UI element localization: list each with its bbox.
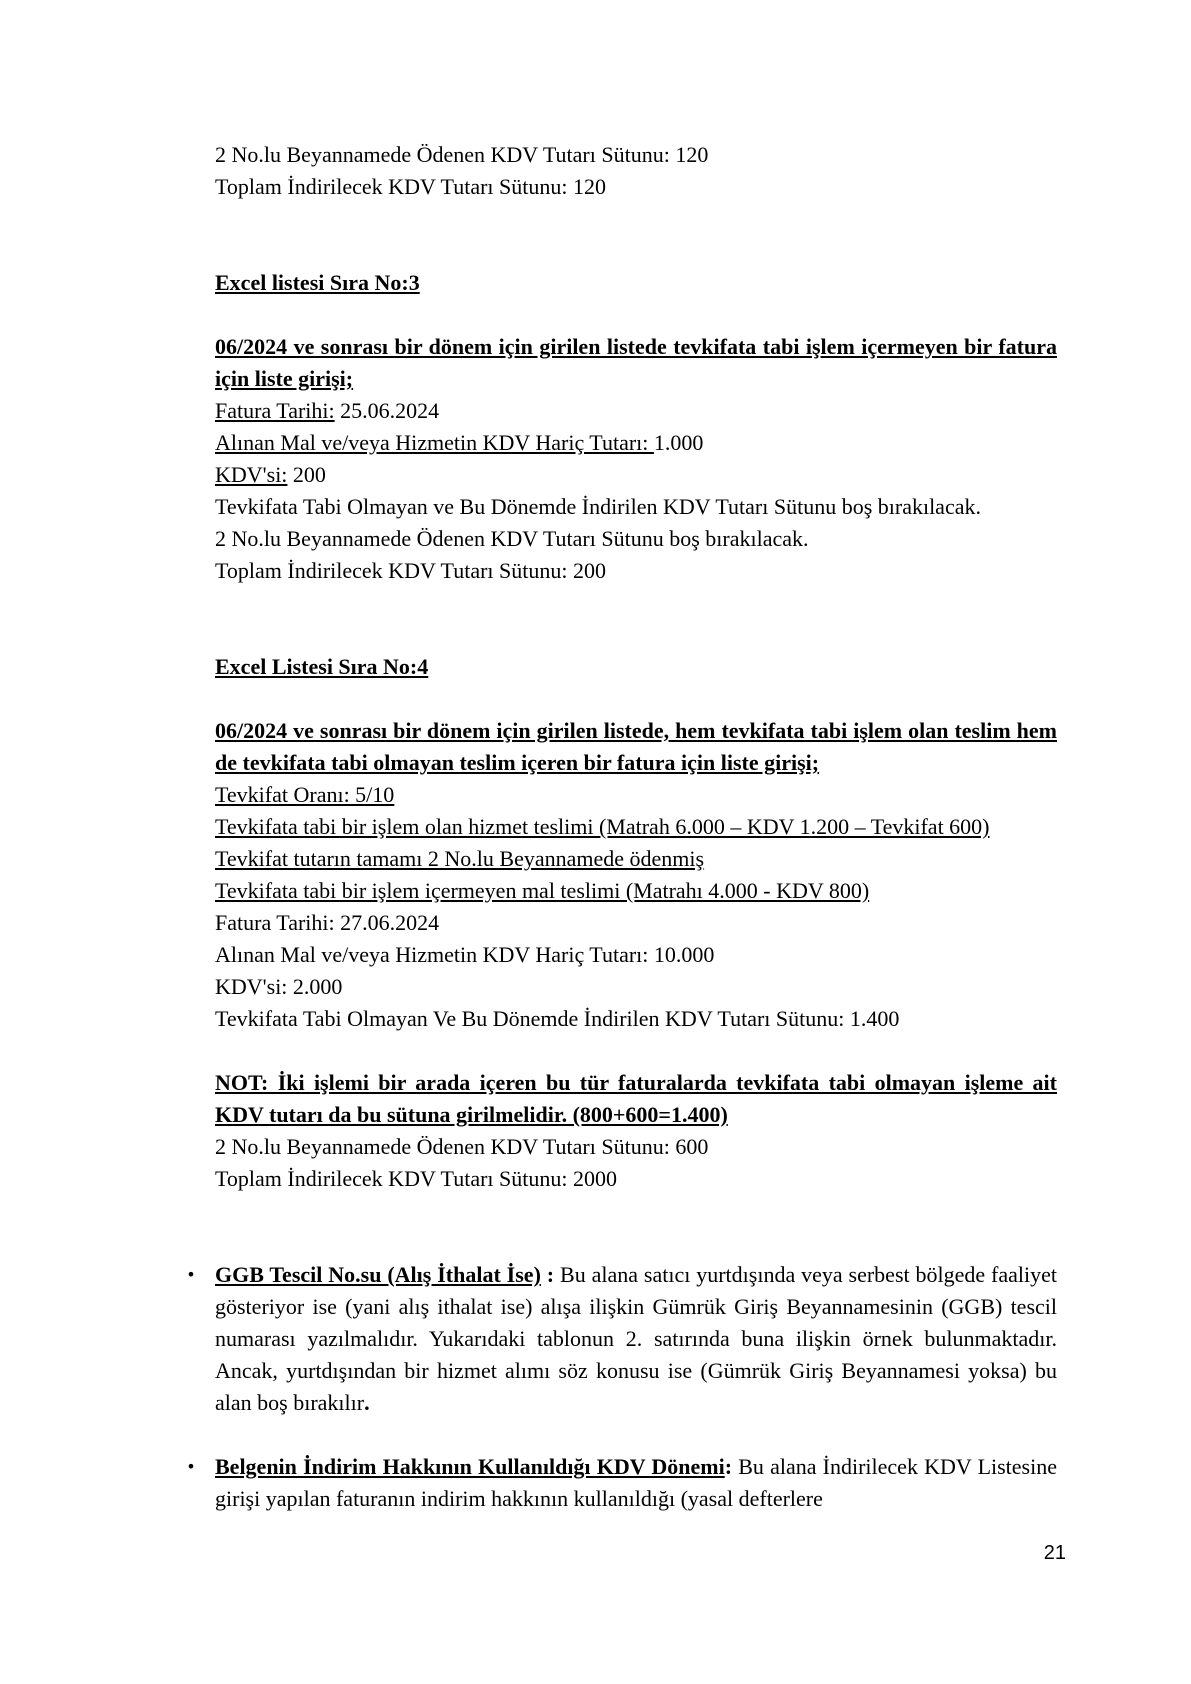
invoice-date-label: Fatura Tarihi: — [215, 398, 335, 423]
bullet-term: Belgenin İndirim Hakkının Kullanıldığı KDV Dönemi — [215, 1454, 725, 1479]
bullet-spacer — [215, 1419, 1057, 1451]
bullet-item-ggb — [186, 1259, 1058, 1419]
section-subtitle-row-3: 06/2024 ve sonrası bir dönem için girilen listede tevkifata tabi işlem içermeyen bir fatura için liste girişi; — [215, 334, 1057, 391]
total-deductible-vat-line: Toplam İndirilecek KDV Tutarı Sütunu: 120 — [215, 174, 606, 199]
vat-label: KDV'si: — [215, 462, 288, 487]
bullet-icon: • — [186, 1265, 196, 1284]
bullet-list — [186, 1259, 1058, 1515]
invoice-date-line-4: Fatura Tarihi: 27.06.2024 — [215, 910, 440, 935]
service-delivery-line: Tevkifata tabi bir işlem olan hizmet teslimi (Matrah 6.000 – KDV 1.200 – Tevkifat 600) — [215, 814, 990, 839]
bullet-icon: • — [186, 1457, 196, 1476]
bullet-separator: : — [724, 1454, 739, 1479]
total-vat-line-4: Toplam İndirilecek KDV Tutarı Sütunu: 2000 — [215, 1166, 617, 1191]
vat-line-4: KDV'si: 2.000 — [215, 974, 343, 999]
bullet-end: . — [364, 1390, 370, 1415]
vat-line — [215, 459, 1057, 491]
section-title-row-3: Excel listesi Sıra No:3 — [215, 270, 420, 295]
bullet-item-deduction-period — [186, 1451, 1057, 1515]
invoice-date-value: 25.06.2024 — [334, 398, 440, 423]
nontaxable-vat-line: Tevkifata Tabi Olmayan ve Bu Dönemde İndirilen KDV Tutarı Sütunu boş bırakılacak. — [215, 494, 981, 519]
paid-vat-line: 2 No.lu Beyannamede Ödenen KDV Tutarı Sütunu boş bırakılacak. — [215, 526, 809, 551]
bullet-separator: : — [540, 1262, 561, 1287]
section-subtitle-row-4: 06/2024 ve sonrası bir dönem için girilen listede, hem tevkifata tabi işlem olan teslim hem de tevkifata tabi olmayan teslim içeren bir fatura için liste girişi; — [215, 718, 1057, 775]
amount-line-4: Alınan Mal ve/veya Hizmetin KDV Hariç Tutarı: 10.000 — [215, 942, 715, 967]
nontaxable-vat-line-4: Tevkifata Tabi Olmayan Ve Bu Dönemde İndirilen KDV Tutarı Sütunu: 1.400 — [215, 1006, 900, 1031]
paid-vat-line-4: 2 No.lu Beyannamede Ödenen KDV Tutarı Sütunu: 600 — [215, 1134, 709, 1159]
note-text: NOT: İki işlemi bir arada içeren bu tür faturalarda tevkifata tabi olmayan işleme ait KDV tutarı da bu sütuna girilmelidir. (800+600=1.400) — [215, 1070, 1057, 1127]
withholding-paid-line: Tevkifat tutarın tamamı 2 No.lu Beyannamede ödenmiş — [215, 846, 705, 871]
bullet-term: GGB Tescil No.su (Alış İthalat İse) — [215, 1262, 541, 1287]
paid-vat-column-line: 2 No.lu Beyannamede Ödenen KDV Tutarı Sütunu: 120 — [215, 142, 709, 167]
amount-value: 1.000 — [653, 430, 704, 455]
amount-label: Alınan Mal ve/veya Hizmetin KDV Hariç Tutarı: — [215, 430, 654, 455]
amount-line — [215, 427, 1057, 459]
bullet-text: Bu alana İndirilecek KDV Listesine girişi yapılan faturanın indirim hakkının kullanıldığı (yasal defterlere — [215, 1454, 1057, 1511]
vat-value: 200 — [287, 462, 326, 487]
page-number: 21 — [1043, 1542, 1066, 1564]
goods-delivery-line: Tevkifata tabi bir işlem içermeyen mal teslimi (Matrahı 4.000 - KDV 800) — [215, 878, 870, 903]
total-vat-line: Toplam İndirilecek KDV Tutarı Sütunu: 200 — [215, 558, 606, 583]
document-body — [186, 139, 1058, 1515]
invoice-date-line — [215, 395, 1057, 427]
section-title-row-4: Excel Listesi Sıra No:4 — [215, 654, 429, 679]
bullet-text: Bu alana satıcı yurtdışında veya serbest bölgede faaliyet gösteriyor ise (yani alış ithalat ise) alışa ilişkin Gümrük Giriş Beyannamesinin (GGB) tescil numarası yazılmalıdır. Yukarıdaki tablonun 2. satırında buna ilişkin örnek bulunmaktadır. Ancak, yurtdışından bir hizmet alımı söz konusu ise (Gümrük Giriş Beyannamesi yoksa) bu alan boş bırakılır — [215, 1262, 1058, 1415]
withholding-rate-line: Tevkifat Oranı: 5/10 — [215, 782, 395, 807]
